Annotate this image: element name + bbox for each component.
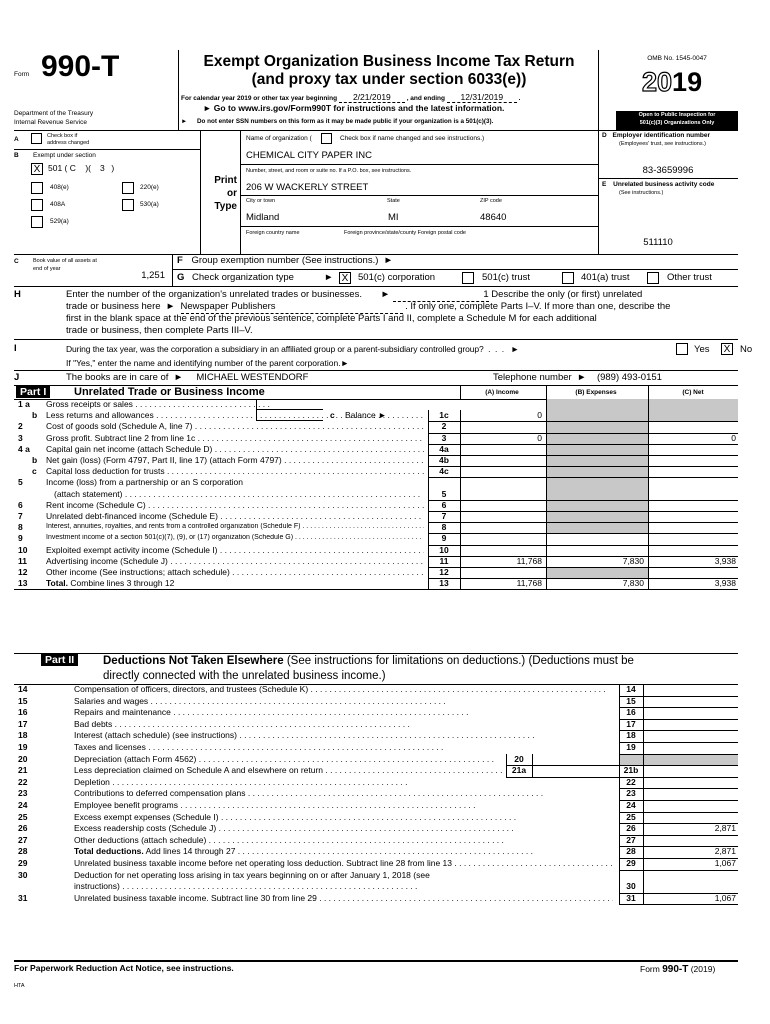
part1-row-line — [428, 444, 738, 445]
part1-line-ref: 11 — [439, 555, 449, 566]
part2-line-label: Other deductions (attach schedule) . . . — [74, 836, 613, 846]
org-type-501c-corp-checkbox[interactable]: X — [339, 272, 351, 284]
subsidiary-yes-label: Yes — [694, 344, 710, 355]
part2-line-label: Compensation of officers, directors, and trustees (Schedule K) . . . — [74, 685, 613, 695]
part2-line-ref: 24 — [626, 800, 636, 810]
org-type-other-trust-label: Other trust — [667, 272, 712, 283]
books-care-label: The books are in care of — [66, 372, 169, 383]
part2-line-num: 30 — [18, 869, 28, 880]
part2-line-label: Taxes and licenses . . . — [74, 743, 613, 753]
box-b-letter: B — [14, 152, 19, 159]
foreign-country-label: Foreign country name — [246, 230, 300, 236]
part1-row-line — [428, 500, 738, 501]
part1-net-value: 3,938 — [714, 555, 736, 566]
h-line-1b: Describe the only (or first) unrelated — [491, 289, 643, 300]
ein-label: Employer identification number — [612, 132, 711, 139]
part1-line-ref: 4b — [439, 455, 449, 465]
part1-line-num: c — [32, 466, 37, 477]
part1-line-label: Less returns and allowances . . . — [46, 411, 424, 421]
part1-line-label: Net gain (loss) (Form 4797, Part II, line 17) (attach Form 4797) . . . — [46, 456, 424, 466]
part1-line-label: Unrelated debt-financed income (Schedule E) . . . — [46, 512, 424, 522]
box-a-letter: A — [14, 136, 19, 143]
h-line-2a: trade or business here — [66, 301, 161, 312]
part1-line-label: Capital loss deduction for trusts . . . — [46, 467, 424, 477]
org-type-501c-trust-label: 501(c) trust — [482, 272, 531, 283]
city-label: City or town — [246, 198, 276, 204]
state-label: State — [387, 198, 400, 204]
foreign-province-label: Foreign province/state/county Foreign postal code — [344, 230, 466, 236]
part2-line-ref: 17 — [626, 718, 636, 729]
part1-expense-value: 7,830 — [622, 578, 644, 589]
exempt-408e-checkbox[interactable] — [31, 182, 43, 194]
part2-inner-ref: 21a — [511, 765, 527, 776]
part2-line-num: 15 — [18, 695, 28, 706]
part2-label: Part II — [41, 654, 78, 666]
part2-line-label: Salaries and wages . . . — [74, 697, 613, 707]
part1-line-ref: 4a — [439, 443, 449, 454]
part1-row-line — [428, 511, 738, 512]
part2-line-label: Employee benefit programs . . . — [74, 801, 613, 811]
part1-line-num: 3 — [18, 432, 23, 443]
part2-line-ref: 16 — [626, 707, 636, 718]
part1-row-line — [428, 567, 738, 568]
part1-income-value: 11,768 — [516, 555, 542, 566]
part1-line-label: Capital gain net income (attach Schedule D) . . . — [46, 445, 424, 455]
tax-year-begin-date: 2/21/2019 — [339, 92, 405, 103]
org-city: Midland — [246, 212, 280, 223]
part1-label: Part I — [16, 386, 50, 398]
part2-row-line — [619, 904, 738, 905]
part1-line-ref: 3 — [441, 432, 447, 443]
part2-line-ref: 21b — [623, 765, 639, 776]
balance-label: Balance ► — [345, 410, 387, 421]
exempt-408e-label: 408(e) — [50, 184, 69, 191]
org-type-401a-trust-label: 401(a) trust — [581, 272, 630, 283]
unrelated-trades-count: 1 — [393, 290, 489, 302]
part1-expense-value: 7,830 — [622, 555, 644, 566]
phone-label: Telephone number — [493, 372, 572, 383]
part2-inner-ref: 20 — [514, 753, 524, 764]
business-description: Newspaper Publishers — [181, 302, 403, 314]
part1-net-value: 0 — [731, 432, 736, 443]
part1-line-num: 7 — [18, 511, 23, 521]
part2-line-num: 19 — [18, 742, 28, 752]
part2-value: 2,871 — [714, 823, 736, 834]
returns-allowances-field[interactable] — [256, 410, 323, 421]
part1-line-ref: 10 — [439, 544, 449, 555]
part1-line-num: 4 a — [18, 443, 30, 454]
part2-line-ref: 25 — [626, 811, 636, 822]
address-changed-checkbox[interactable] — [31, 133, 42, 144]
part2-line-num: 26 — [18, 823, 28, 834]
open-inspection-1: Open to Public Inspection for — [638, 112, 716, 118]
part2-line-label: Depletion . . . — [74, 778, 613, 788]
part2-title-line2: directly connected with the unrelated business income.) — [103, 670, 386, 682]
part1-income-value: 11,768 — [516, 578, 542, 589]
exempt-501c-checkbox[interactable]: X — [31, 163, 43, 175]
part1-line-label: Gross receipts or sales . . . — [46, 400, 271, 410]
part2-line-num: 27 — [18, 834, 28, 845]
org-type-501c-corp-label: 501(c) corporation — [358, 272, 436, 283]
tax-year-badge: 2019 — [642, 67, 703, 97]
shade-1 — [546, 399, 738, 421]
part1-line-ref: 2 — [441, 421, 447, 432]
org-zip: 48640 — [480, 212, 507, 223]
part1-line-num: 10 — [18, 544, 28, 555]
part1-line-label: Interest, annuities, royalties, and rents from a controlled organization (Schedule F) . . . — [46, 523, 424, 531]
box-a-label-2: address changed — [47, 140, 90, 146]
gross-receipts-field[interactable] — [256, 400, 323, 410]
part1-line-ref: 6 — [441, 499, 447, 510]
part2-line-ref: 30 — [626, 881, 636, 892]
box-f-letter: F — [177, 255, 183, 266]
part2-line-num: 28 — [18, 846, 28, 857]
part2-value: 2,871 — [714, 846, 736, 857]
part2-line-ref: 27 — [626, 834, 636, 845]
exempt-220e-label: 220(e) — [140, 184, 159, 191]
part2-vline — [643, 684, 644, 904]
part1-vline — [546, 385, 547, 410]
box-g-letter: G — [177, 272, 185, 283]
part1-line-num: 8 — [18, 522, 23, 533]
part2-line-label: Deduction for net operating loss arising in tax years beginning on or after January 1, 2018 (see — [74, 870, 430, 880]
footer-form-id: Form 990-T (2019) — [640, 964, 716, 975]
activity-code-value: 511110 — [643, 237, 673, 248]
part2-line-num: 31 — [18, 892, 28, 903]
print-or-type: Print or Type — [214, 175, 237, 212]
omb-number: OMB No. 1545-0047 — [647, 55, 707, 62]
part2-line-num: 17 — [18, 718, 28, 729]
form-subtitle: (and proxy tax under section 6033(e)) — [251, 71, 527, 88]
part2-line-ref: 26 — [626, 823, 636, 834]
part2-line-ref: 29 — [626, 858, 636, 868]
paperwork-notice: For Paperwork Reduction Act Notice, see instructions. — [14, 963, 234, 973]
part2-row-line — [619, 754, 738, 755]
ein-sublabel: (Employees' trust, see instructions.) — [619, 141, 706, 147]
part2-line-num: 23 — [18, 788, 28, 799]
balance-letter: c — [330, 410, 335, 421]
tax-year-ending-label: , and ending — [406, 95, 445, 102]
exempt-530a-checkbox[interactable] — [122, 199, 134, 211]
part2-line-ref: 22 — [626, 776, 636, 787]
part2-line-ref: 18 — [626, 730, 636, 741]
part1-line-label: Gross profit. Subtract line 2 from line 1c . . . — [46, 434, 424, 444]
box-i-letter: I — [14, 343, 17, 354]
form-word: Form — [14, 71, 30, 78]
part2-line-num: 18 — [18, 730, 28, 741]
part2-line-label: Interest (attach schedule) (see instructions) . . . — [74, 731, 613, 741]
ein-value: 83-3659996 — [642, 165, 694, 176]
org-type-label: Check organization type — [192, 272, 294, 283]
form-number: 990-T — [41, 50, 120, 83]
box-d-letter: D — [602, 132, 607, 139]
subsidiary-no-checkbox[interactable]: X — [721, 343, 733, 355]
part1-line-num: 5 — [18, 477, 23, 488]
part2-line-ref: 31 — [626, 892, 636, 903]
org-type-501c-trust-checkbox[interactable] — [462, 272, 474, 284]
exempt-529a-checkbox[interactable] — [31, 216, 43, 228]
part1-line-ref: 8 — [441, 522, 447, 533]
part1-row-line — [428, 533, 738, 534]
part2-line-label: Excess exempt expenses (Schedule I) . . . — [74, 813, 613, 823]
part2-line-label: Repairs and maintenance . . . — [74, 708, 613, 718]
form-title: Exempt Organization Business Income Tax Return — [203, 53, 575, 70]
part2-line-label: Unrelated business taxable income before net operating loss deduction. Subtract line 28 from line 13 . . . — [74, 859, 613, 869]
h-line-4: trade or business, then complete Parts III–V. — [66, 325, 253, 336]
part1-line-num: 6 — [18, 499, 23, 510]
part1-line-label: Other income (See instructions; attach schedule) . . . — [46, 568, 424, 578]
part1-line-ref: 9 — [441, 533, 447, 544]
subsidiary-no-label: No — [740, 344, 753, 355]
shade-20 — [619, 754, 738, 766]
no-ssn-warning: Do not enter SSN numbers on this form as it may be made public if your organization is a 501(c)(3). — [196, 118, 494, 125]
h-line-2b: . If only one, complete Parts I–V. If more than one, describe the — [405, 301, 671, 312]
org-type-401a-trust-checkbox[interactable] — [562, 272, 574, 284]
name-changed-label: Check box if name changed and see instructions.) — [340, 135, 485, 142]
subsidiary-yes-checkbox[interactable] — [676, 343, 688, 355]
book-value-label-1: Book value of all assets at — [33, 258, 97, 264]
part1-line-ref: 12 — [439, 567, 449, 577]
part1-income-value: 0 — [537, 410, 542, 421]
activity-code-label: Unrelated business activity code — [613, 181, 715, 188]
part1-line-ref: 7 — [441, 511, 447, 521]
part1-line-num: b — [32, 410, 38, 421]
part2-line-num: 25 — [18, 811, 28, 822]
part1-title: Unrelated Trade or Business Income — [74, 386, 265, 398]
org-type-other-trust-checkbox[interactable] — [647, 272, 659, 284]
part2-line-num: 29 — [18, 858, 28, 868]
shade-3 — [546, 567, 648, 578]
part1-line-num: 9 — [18, 533, 23, 544]
part1-line-label: Income (loss) from a partnership or an S corporation — [46, 478, 244, 488]
book-value: 1,251 — [141, 270, 165, 281]
name-changed-checkbox[interactable] — [321, 133, 332, 144]
part2-line-num: 14 — [18, 684, 28, 694]
h-line-1a: Enter the number of the organization's unrelated trades or businesses. — [66, 289, 362, 300]
part1-vline — [460, 385, 461, 399]
part1-net-value: 3,938 — [714, 578, 736, 589]
activity-code-sublabel: (See instructions.) — [619, 190, 664, 196]
part1-line-ref: 13 — [439, 578, 449, 589]
dept-treasury: Department of the Treasury — [14, 110, 94, 117]
part1-line-ref: 1c — [439, 410, 449, 421]
part1-col-b: (B) Expenses — [575, 389, 617, 396]
part1-row-line — [428, 466, 738, 467]
part2-line-label: Depreciation (attach Form 4562) . . . — [74, 755, 502, 765]
part1-line-num: 11 — [18, 555, 27, 566]
tax-year-prefix: For calendar year 2019 or other tax year beginning — [181, 95, 338, 102]
part2-line-ref: 28 — [626, 846, 636, 857]
org-street: 206 W WACKERLY STREET — [246, 182, 369, 193]
part1-row-line — [428, 545, 738, 546]
exempt-529a-label: 529(a) — [50, 218, 69, 225]
part1-row-line — [428, 455, 738, 456]
exempt-530a-label: 530(a) — [140, 201, 159, 208]
part2-line-num: 16 — [18, 707, 28, 718]
org-state: MI — [388, 212, 399, 223]
exempt-408a-label: 408A — [50, 201, 66, 208]
group-exemption-label: Group exemption number (See instructions.) — [191, 255, 379, 266]
part1-row-line — [428, 421, 738, 422]
i-parent-instruction: If "Yes," enter the name and identifying number of the parent corporation. — [66, 358, 341, 368]
part2-row-line — [619, 870, 738, 871]
part2-line-label: Total deductions. Add lines 14 through 27 . . . — [74, 847, 613, 857]
i-question: During the tax year, was the corporation a subsidiary in an affiliated group or a parent-subsidiary controlled group? — [66, 344, 484, 354]
box-h-letter: H — [14, 289, 21, 300]
part1-line-label: Total. Combine lines 3 through 12 — [46, 579, 175, 589]
part1-line-label: Rent income (Schedule C) . . . — [46, 501, 424, 511]
part1-line-num: b — [32, 455, 38, 465]
box-c-letter: C — [14, 258, 19, 265]
open-inspection-2: 501(c)(3) Organizations Only — [639, 120, 715, 126]
part2-line-label-2: instructions) . . . — [74, 882, 613, 892]
part2-title-rest: (See instructions for limitations on deductions.) (Deductions must be — [286, 655, 634, 667]
part1-bottom-line — [14, 589, 738, 590]
part1-line-ref: 4c — [439, 466, 449, 477]
phone-number: (989) 493-0151 — [596, 372, 662, 383]
part1-col-a: (A) Income — [485, 389, 519, 396]
part2-line-num: 20 — [18, 753, 28, 764]
hta-mark: HTA — [14, 983, 25, 989]
part2-line-label: Bad debts . . . — [74, 720, 613, 730]
part1-line-ref: 5 — [441, 488, 447, 499]
box-e-letter: E — [602, 181, 607, 188]
goto-instructions: Go to www.irs.gov/Form990T for instructions and the latest information. — [213, 103, 505, 113]
part2-value: 1,067 — [714, 858, 736, 868]
part2-line-ref: 15 — [626, 695, 636, 706]
part1-row-line — [428, 477, 738, 478]
part1-vline — [648, 385, 649, 410]
part1-line-label: Investment income of a section 501(c)(7), (9), or (17) organization (Schedule G) . . . — [46, 534, 424, 542]
exempt-220e-checkbox[interactable] — [122, 182, 134, 194]
org-name-label: Name of organization ( — [246, 135, 312, 142]
part1-line-label: Advertising income (Schedule J) . . . — [46, 557, 424, 567]
part1-col-c: (C) Net — [682, 389, 704, 396]
part2-line-label: Unrelated business taxable income. Subtract line 30 from line 29 . . . — [74, 894, 613, 904]
part1-line-num: 2 — [18, 421, 23, 432]
box-j-letter: J — [14, 372, 20, 383]
books-care-name: MICHAEL WESTENDORF — [196, 372, 309, 383]
org-name: CHEMICAL CITY PAPER INC — [246, 150, 372, 161]
part2-line-num: 22 — [18, 776, 28, 787]
part1-line-num: 12 — [18, 567, 28, 577]
street-label: Number, street, and room or suite no. If a P.O. box, see instructions. — [246, 168, 412, 174]
box-a-label-1: Check box if — [47, 133, 78, 139]
part2-line-ref: 14 — [626, 684, 636, 694]
dept-irs: Internal Revenue Service — [14, 119, 87, 126]
part2-title: Deductions Not Taken Elsewhere — [103, 655, 284, 667]
part1-line-label: Cost of goods sold (Schedule A, line 7) . . . — [46, 422, 424, 432]
part1-line-num: 13 — [18, 578, 28, 589]
h-line-3: first in the blank space at the end of the previous sentence, complete Parts I and II, complete a Schedule M for each additional — [66, 313, 597, 324]
part1-income-value: 0 — [537, 432, 542, 443]
box-b-label: Exempt under section — [33, 152, 96, 159]
tax-year-end-date: 12/31/2019 — [447, 92, 517, 103]
part1-line-label: Exploited exempt activity income (Schedule I) . . . — [46, 546, 424, 556]
part2-line-ref: 19 — [626, 742, 636, 752]
part1-row-line — [428, 522, 738, 523]
exempt-501c-label: 501 ( C )( 3 ) — [48, 163, 115, 173]
part2-line-ref: 23 — [626, 788, 636, 799]
part1-line-num: 1 a — [18, 399, 30, 409]
part1-line-label-2: (attach statement) . . . — [54, 490, 424, 500]
part2-line-label: Contributions to deferred compensation plans . . . — [74, 789, 613, 799]
part2-line-num: 24 — [18, 800, 28, 810]
part2-value: 1,067 — [714, 892, 736, 903]
exempt-408a-checkbox[interactable] — [31, 199, 43, 211]
book-value-label-2: end of year — [33, 266, 61, 272]
part2-line-num: 21 — [18, 765, 28, 776]
zip-label: ZIP code — [480, 198, 502, 204]
part2-line-label: Less depreciation claimed on Schedule A and elsewhere on return . . . — [74, 766, 502, 776]
part2-line-label: Excess readership costs (Schedule J) . . . — [74, 824, 613, 834]
